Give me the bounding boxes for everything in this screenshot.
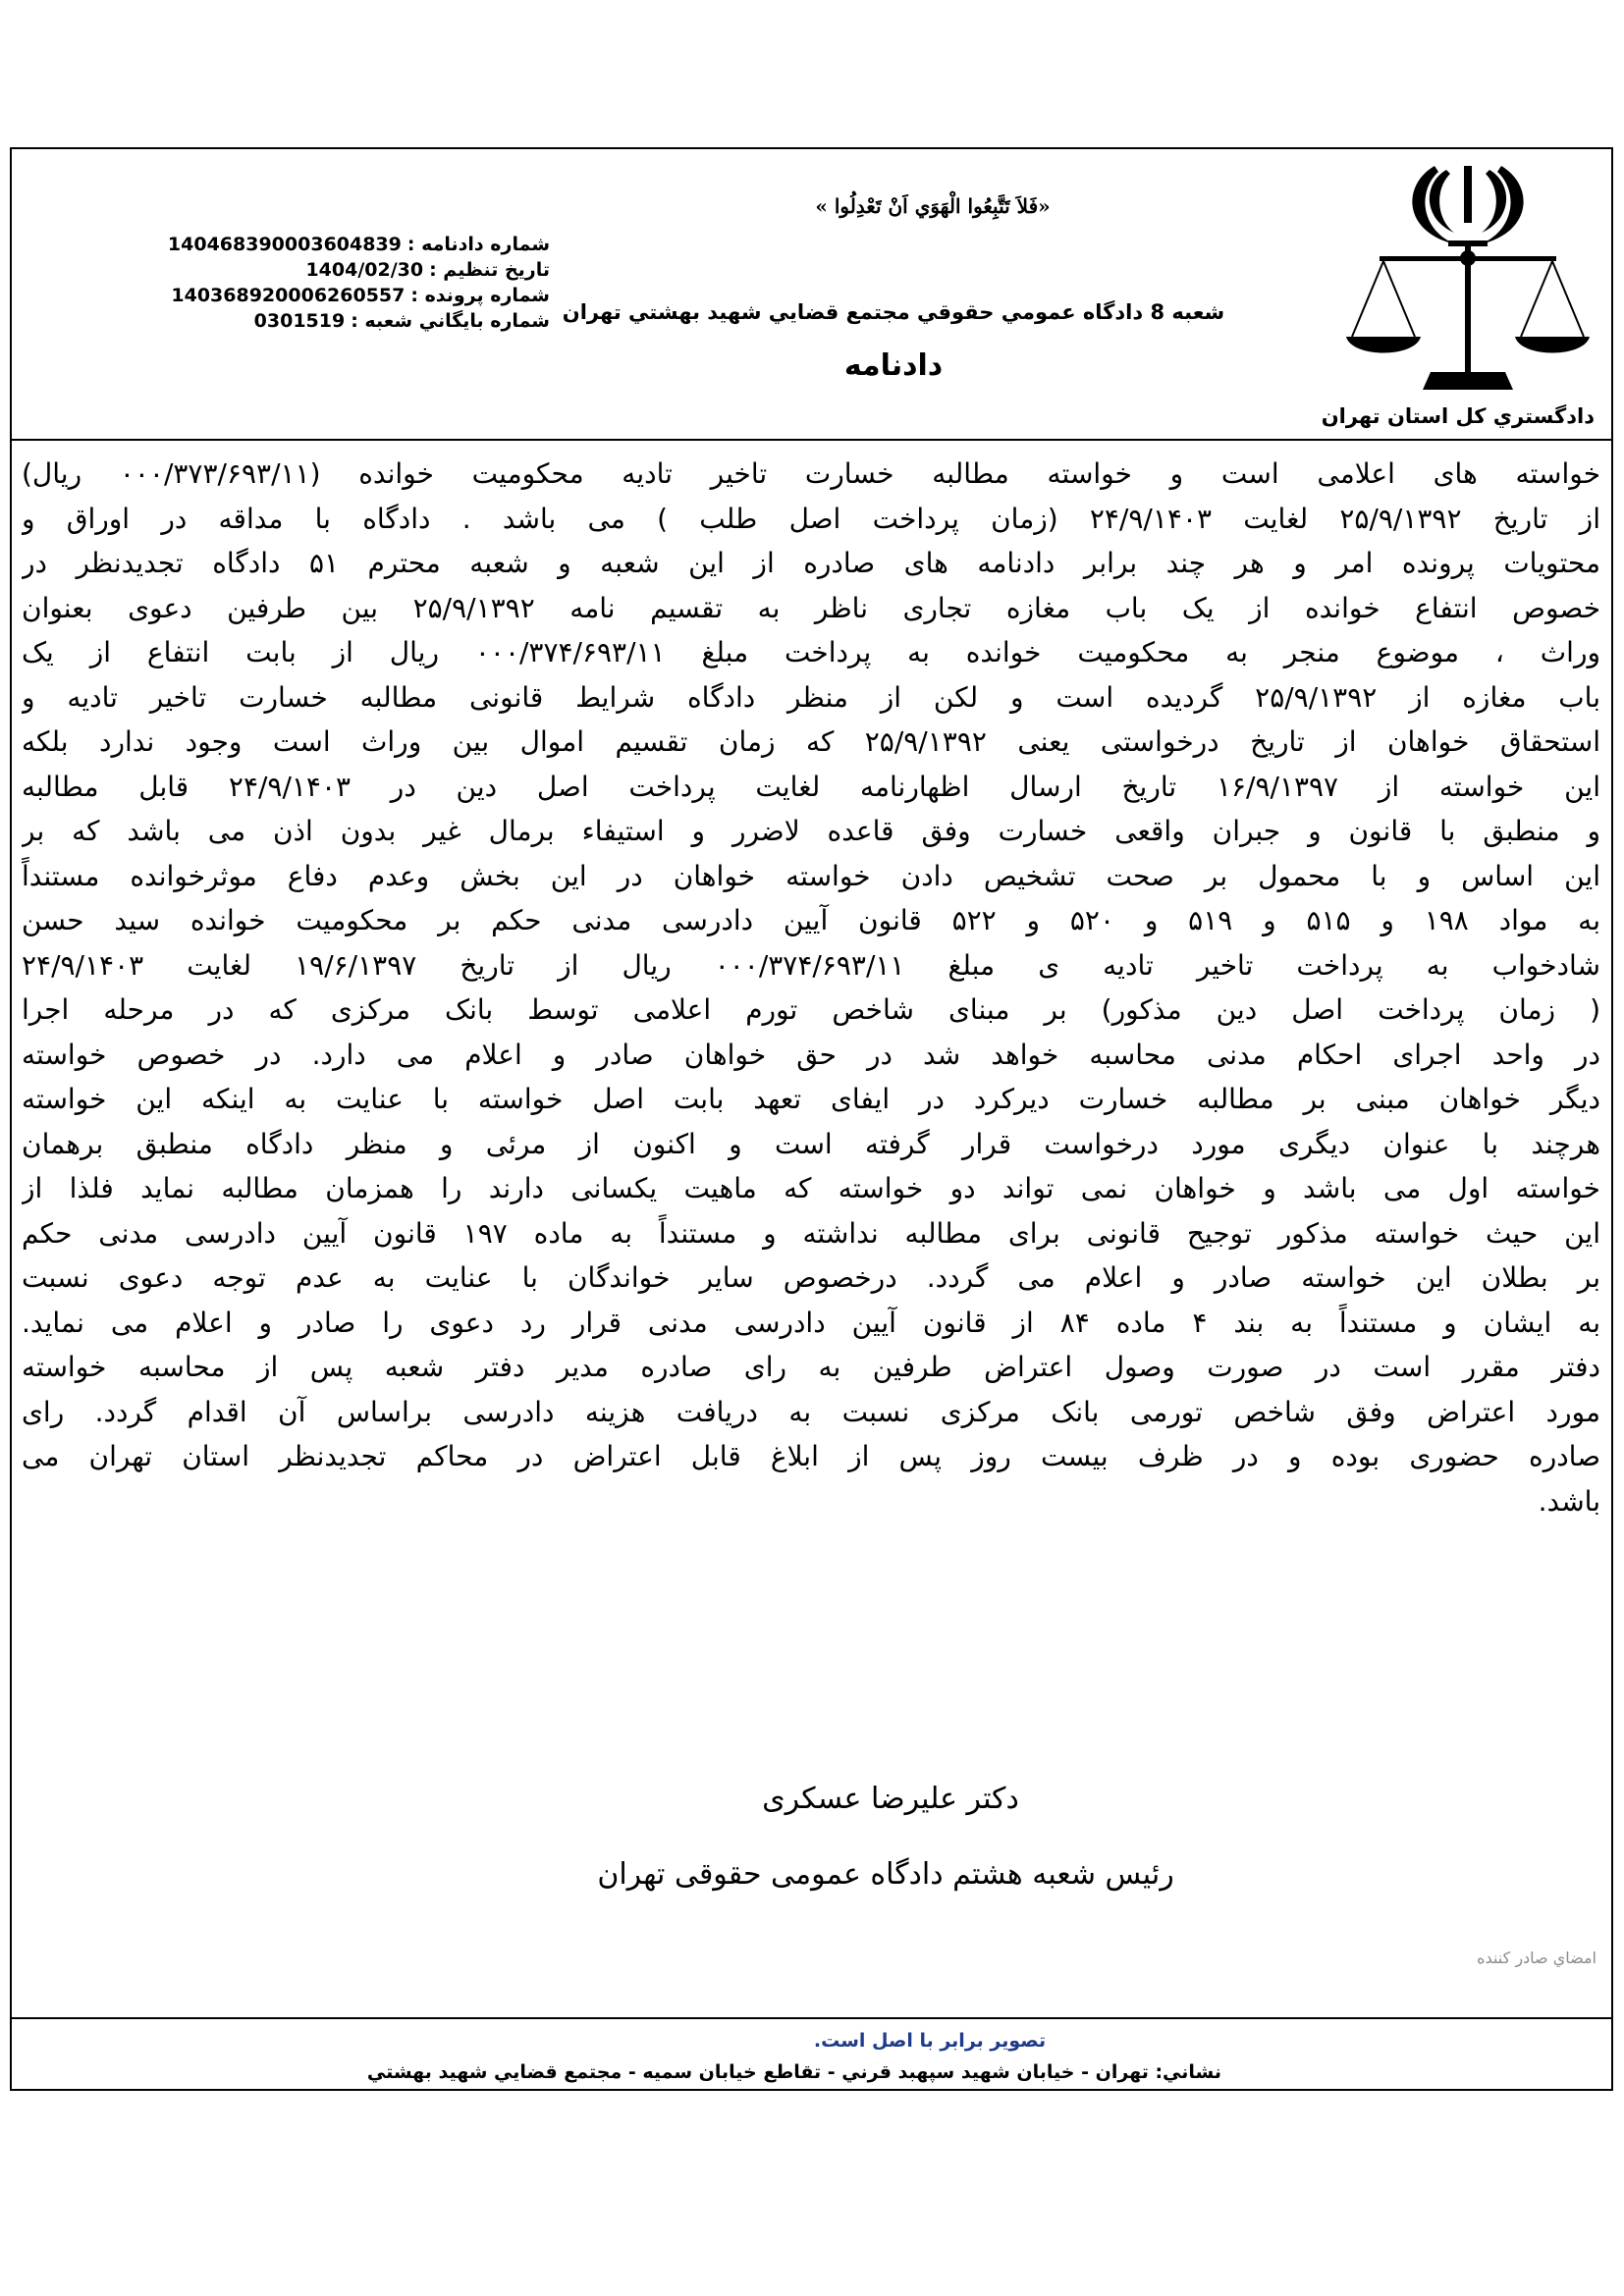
verdict-body	[22, 452, 1600, 1523]
iran-emblem-icon	[1340, 162, 1596, 402]
body-line: و منطبق با قانون و جبران واقعی خسارت وفق قاعده لاضرر و استیفاء برمال غیر بدون اذن می باشد که بر	[22, 815, 1600, 847]
header-verse: «فَلاَ تَتَّبِعُوا الْهَوَي اَنْ تَعْدِلُوا »	[815, 194, 1051, 218]
document-title: دادنامه	[843, 348, 944, 383]
body-line: صادره حضوری بوده و در ظرف بیست روز پس از ابلاغ قابل اعتراض در محاکم تجدیدنظر استان تهران می	[22, 1440, 1600, 1472]
body-line: به ایشان و مستنداً به بند ۴ ماده ۸۴ از قانون آیین دادرسی مدنی قرار رد دعوی را صادر و اعلام می نماید.	[22, 1306, 1600, 1339]
footer-divider	[10, 2017, 1613, 2019]
body-line: خصوص انتفاع خوانده از یک باب مغازه تجاری ناظر به تقسیم نامه ۲۵/۹/۱۳۹۲ بین طرفین دعوی بعنوان	[22, 591, 1600, 624]
meta-label: تاريخ تنظيم :	[429, 259, 550, 281]
body-line: ( زمان پرداخت اصل دین مذکور) بر مبنای شاخص تورم اعلامی توسط بانک مرکزی که در مرحله اجرا	[22, 993, 1600, 1026]
body-line: دیگر خواهان مبنی بر مطالبه خسارت دیرکرد در ایفای تعهد بابت اصل خواسته با عنایت به اینکه این خواسته	[22, 1083, 1600, 1115]
court-address: نشاني: تهران - خيابان شهيد سپهبد قرني - تقاطع خيابان سميه - مجتمع قضايي شهيد بهشتي	[366, 2061, 1221, 2083]
body-line: در واحد اجرای احکام مدنی محاسبه خواهد شد در حق خواهان صادر و اعلام می دارد. در خصوص خواسته	[22, 1038, 1600, 1071]
meta-row-verdict-number	[137, 232, 550, 257]
body-line: وراث ، موضوع منجر به محکومیت خوانده به پرداخت مبلغ ۰۰۰/۳۷۴/۶۹۳/۱۱ ریال از بابت انتفاع از یک	[22, 636, 1600, 668]
signer-title: رئیس شعبه هشتم دادگاه عمومی حقوقی تهران	[597, 1857, 1174, 1892]
body-line: بر بطلان این خواسته صادر و اعلام می گردد. درخصوص سایر خواندگان با عنایت به عدم توجه دعوی نسبت	[22, 1261, 1600, 1294]
meta-value: 140368920006260557	[171, 285, 406, 306]
body-line: این حیث خواسته مذکور توجیح قانونی برای مطالبه نداشته و مستنداً به ماده ۱۹۷ قانون آیین دادرسی مدنی حکم	[22, 1216, 1600, 1250]
body-line: از تاریخ ۲۵/۹/۱۳۹۲ لغایت ۲۴/۹/۱۴۰۳ (زمان پرداخت اصل طلب ) می باشد . دادگاه با مداقه در اوراق و	[22, 502, 1600, 535]
meta-label: شماره دادنامه :	[406, 234, 550, 255]
body-line: این خواسته از ۱۶/۹/۱۳۹۷ تاریخ ارسال اظهارنامه لغایت پرداخت اصل دین در ۲۴/۹/۱۴۰۳ قابل مطالبه	[22, 770, 1600, 803]
body-line: این اساس و با محمول بر صحت تشخیص دادن خواسته خواهان در این بخش وعدم دفاع موثرخوانده مستنداً	[22, 859, 1600, 892]
branch-title: شعبه 8 دادگاه عمومي حقوقي مجتمع قضايي شهيد بهشتي تهران	[562, 300, 1225, 324]
body-line: خواسته اول می باشد و خواهان نمی تواند دو خواسته که ماهیت یکسانی دارند را همزمان مطالبه نماید فلذا از	[22, 1172, 1600, 1204]
body-line: خواسته های اعلامی است و خواسته مطالبه خسارت تاخیر تادیه محکومیت خوانده (۰۰۰/۳۷۳/۶۹۳/۱۱ ریال)	[22, 457, 1600, 490]
body-line: باشد.	[1538, 1484, 1600, 1518]
meta-value: 140468390003604839	[167, 234, 402, 255]
body-line: باب مغازه از ۲۵/۹/۱۳۹۲ گردیده است و لکن از منظر دادگاه شرایط قانونی مطالبه خسارت تاخیر تادیه و	[22, 680, 1600, 714]
body-line: شادخواب به پرداخت تاخیر تادیه ی مبلغ ۰۰۰/۳۷۴/۶۹۳/۱۱ ریال از تاریخ ۱۹/۶/۱۳۹۷ لغایت ۲۴/۹/۱۴۰۳	[22, 948, 1600, 982]
body-line: محتویات پرونده امر و هر چند برابر دادنامه های صادره از این شعبه و شعبه محترم ۵۱ دادگاه تجدیدنظر در	[22, 547, 1600, 579]
meta-label: شماره پرونده :	[410, 285, 550, 306]
case-meta	[137, 232, 550, 334]
body-line: مورد اعتراض وفق شاخص تورمی بانک مرکزی نسبت به دریافت هزینه دادرسی براساس آن اقدام گردد. رای	[22, 1395, 1600, 1428]
court-name: دادگستري كل استان تهران	[1321, 404, 1595, 428]
body-line: استحقاق خواهان از تاریخ درخواستی یعنی ۲۵/۹/۱۳۹۲ که زمان تقسیم اموال بین وراث است وجود ندارد بلکه	[22, 725, 1600, 758]
body-line: دفتر مقرر است در صورت وصول اعتراض طرفین به رای صادره مدیر دفتر شعبه پس از محاسبه خواسته	[22, 1351, 1600, 1383]
copy-certification-note: تصوير برابر با اصل است.	[813, 2030, 1047, 2052]
body-line: به مواد ۱۹۸ و ۵۱۵ و ۵۱۹ و ۵۲۰ و ۵۲۲ قانون آیین دادرسی مدنی حکم بر محکومیت خوانده سید حسن	[22, 904, 1600, 936]
meta-row-issue-date	[137, 257, 550, 283]
meta-label: شماره بايگاني شعبه :	[351, 310, 550, 332]
body-line: هرچند با عنوان دیگری مورد درخواست قرار گرفته است و اکنون از مرئی و منظر دادگاه منطبق برهمان	[22, 1127, 1600, 1160]
meta-value: 1404/02/30	[305, 259, 424, 281]
signature-label: امضاي صادر كننده	[1477, 1949, 1597, 1967]
meta-row-archive-number	[137, 308, 550, 334]
meta-row-case-number	[137, 283, 550, 308]
meta-value: 0301519	[253, 310, 346, 332]
signer-name: دکتر علیرضا عسکری	[762, 1782, 1019, 1816]
header-divider	[10, 439, 1613, 441]
